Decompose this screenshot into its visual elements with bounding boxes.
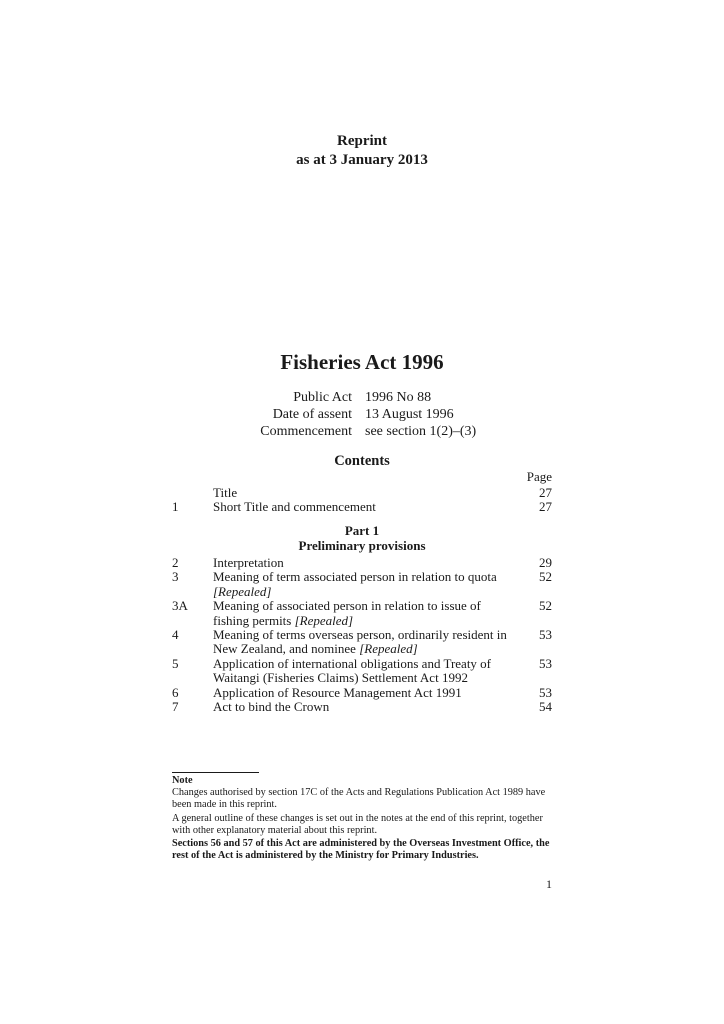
toc-number: 3A (172, 598, 188, 614)
toc-entry-4[interactable] (172, 628, 552, 657)
toc-number: 6 (172, 684, 179, 700)
toc-number: 4 (172, 627, 179, 643)
toc-entry-7[interactable] (172, 700, 552, 714)
toc-sections (172, 556, 552, 714)
toc-page: 53 (539, 655, 552, 671)
repealed-tag: [Repealed] (294, 612, 354, 628)
toc-page: 52 (539, 598, 552, 614)
meta-label: Date of assent (272, 407, 352, 422)
toc-text: Meaning of associated person in relation to issue of fishing permits [Repealed] (213, 598, 481, 628)
meta-row-commencement (0, 423, 724, 440)
toc-text: Meaning of terms overseas person, ordinarily resident in New Zealand, and nominee [Repealed] (213, 627, 507, 657)
toc-page: 54 (539, 699, 552, 715)
act-metadata (0, 389, 724, 440)
toc-entry-6[interactable] (172, 686, 552, 700)
part-heading (172, 523, 552, 553)
meta-value: 1996 No 88 (365, 390, 432, 405)
toc-text: Interpretation (213, 555, 284, 570)
toc-entry-title[interactable] (172, 486, 552, 500)
note-heading: Note (172, 775, 193, 786)
toc-number: 3 (172, 569, 179, 585)
toc-number: 7 (172, 699, 179, 715)
toc-page: 52 (539, 569, 552, 585)
footnote-divider (172, 772, 259, 773)
toc-page: 27 (539, 485, 552, 500)
toc-text: Act to bind the Crown (213, 699, 330, 715)
meta-value: 13 August 1996 (365, 407, 454, 422)
toc-text: Meaning of term associated person in relation to quota [Repealed] (213, 569, 497, 599)
toc-entry-2[interactable] (172, 556, 552, 570)
reprint-label: Reprint (337, 133, 387, 149)
toc-number: 2 (172, 555, 179, 570)
toc-text: Short Title and commencement (213, 499, 376, 515)
toc-entry-5[interactable] (172, 657, 552, 686)
page-column-label: Page (526, 469, 552, 484)
reprint-header (0, 132, 724, 170)
contents-heading: Contents (334, 453, 390, 469)
page-number: 1 (546, 877, 552, 891)
meta-label: Commencement (260, 424, 352, 439)
part-title: Preliminary provisions (298, 538, 426, 553)
toc-number: 5 (172, 655, 179, 671)
toc-entry-1[interactable] (172, 500, 552, 514)
toc-number: 1 (172, 499, 179, 515)
toc-text: Title (213, 485, 238, 500)
part-label: Part 1 (344, 523, 380, 538)
note-administration: Sections 56 and 57 of this Act are administered by the Overseas Investment Office, the rest of the Act is administered by the Ministry for Primary Industries. (172, 838, 550, 861)
repealed-tag: [Repealed] (213, 583, 272, 599)
toc-page: 53 (539, 684, 552, 700)
toc-page: 29 (539, 555, 552, 570)
meta-row-public-act (0, 389, 724, 406)
act-title: Fisheries Act 1996 (280, 350, 444, 374)
reprint-date: as at 3 January 2013 (296, 152, 428, 168)
toc-preamble (172, 486, 552, 515)
toc-text: Application of Resource Management Act 1991 (213, 684, 462, 700)
repealed-tag: [Repealed] (359, 641, 418, 657)
toc-page: 27 (539, 499, 552, 515)
toc-entry-3a[interactable] (172, 599, 552, 628)
meta-row-date-of-assent (0, 406, 724, 423)
toc-text: Application of international obligations and Treaty of Waitangi (Fisheries Claims) Settlement Act 1992 (213, 655, 492, 686)
toc-page: 53 (539, 627, 552, 643)
meta-label: Public Act (293, 390, 352, 405)
toc-entry-3[interactable] (172, 570, 552, 599)
toc-number (172, 486, 213, 500)
note-paragraph-1: Changes authorised by section 17C of the Acts and Regulations Publication Act 1989 have been made in this reprint. (172, 787, 546, 810)
note-paragraph-2: A general outline of these changes is set out in the notes at the end of this reprint, together with other explanatory material about this reprint. (172, 813, 543, 836)
meta-value: see section 1(2)–(3) (365, 424, 477, 439)
